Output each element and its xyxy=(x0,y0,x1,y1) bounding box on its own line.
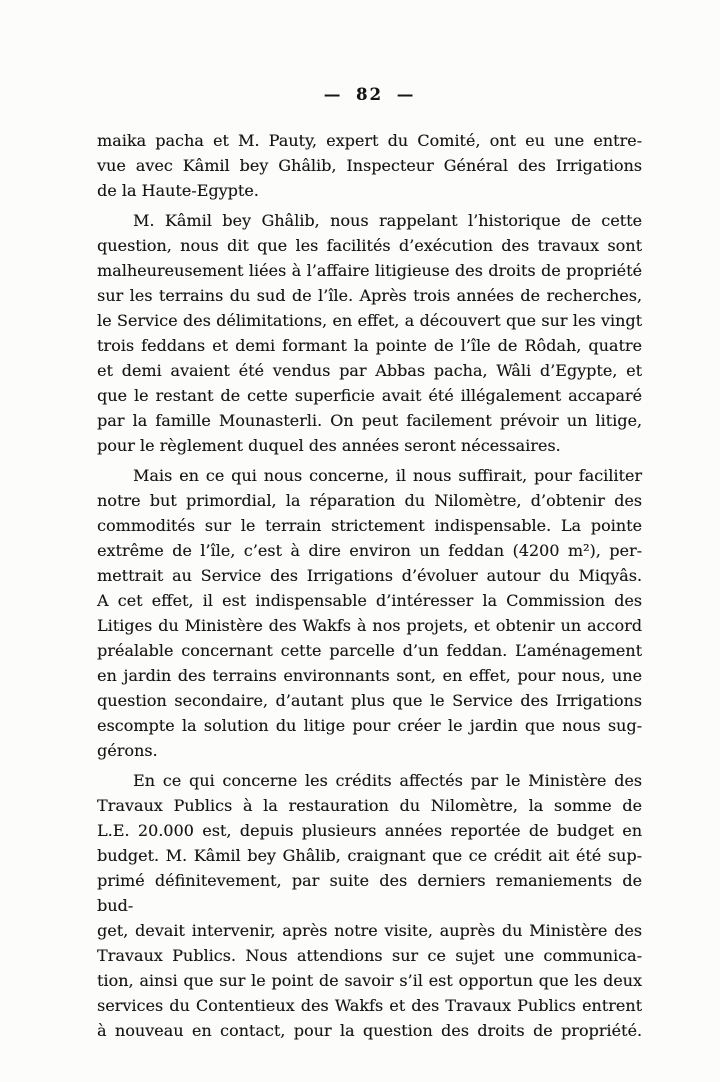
text-line: vue avec Kâmil bey Ghâlib, Inspecteur Général des Irrigations xyxy=(97,156,642,175)
text-line: Travaux Publics. Nous attendions sur ce sujet une communica- xyxy=(97,946,642,965)
text-line: mettrait au Service des Irrigations d’évoluer autour du Miqyâs. xyxy=(97,566,642,585)
text-line: L.E. 20.000 est, depuis plusieurs années reportée de budget en xyxy=(97,821,642,840)
text-line: préalable concernant cette parcelle d’un feddan. L’aménagement xyxy=(97,641,642,660)
text-line: trois feddans et demi formant la pointe de l’île de Rôdah, quatre xyxy=(97,336,642,355)
text-line: Mais en ce qui nous concerne, il nous suffirait, pour faciliter xyxy=(133,466,642,485)
text-line: tion, ainsi que sur le point de savoir s’il est opportun que les deux xyxy=(97,971,642,990)
text-line: Litiges du Ministère des Wakfs à nos projets, et obtenir un accord xyxy=(97,616,642,635)
text-line: par la famille Mounasterli. On peut facilement prévoir un litige, xyxy=(97,411,642,430)
page-number: — 82 — xyxy=(323,85,416,104)
text-line: à nouveau en contact, pour la question des droits de propriété. xyxy=(97,1021,642,1040)
text-line: malheureusement liées à l’affaire litigieuse des droits de propriété xyxy=(97,261,642,280)
text-line: notre but primordial, la réparation du Nilomètre, d’obtenir des xyxy=(97,491,642,510)
text-line: pour le règlement duquel des années seront nécessaires. xyxy=(97,436,561,455)
text-line: de la Haute-Egypte. xyxy=(97,181,259,200)
paragraph xyxy=(97,768,642,1043)
text-line: get, devait intervenir, après notre visite, auprès du Ministère des xyxy=(97,921,642,940)
paragraph xyxy=(97,128,642,203)
paragraph xyxy=(97,208,642,458)
text-line: Travaux Publics à la restauration du Nilomètre, la somme de xyxy=(97,796,642,815)
text-line: que le restant de cette superficie avait été illégalement accaparé xyxy=(97,386,642,405)
text-line: En ce qui concerne les crédits affectés par le Ministère des xyxy=(133,771,642,790)
text-line: gérons. xyxy=(97,741,158,760)
text-line: commodités sur le terrain strictement indispensable. La pointe xyxy=(97,516,642,535)
text-line: sur les terrains du sud de l’île. Après trois années de recherches, xyxy=(97,286,642,305)
text-line: budget. M. Kâmil bey Ghâlib, craignant que ce crédit ait été sup- xyxy=(97,846,642,865)
text-line: en jardin des terrains environnants sont, en effet, pour nous, une xyxy=(97,666,642,685)
text-line: le Service des délimitations, en effet, a découvert que sur les vingt xyxy=(97,311,642,330)
text-line: question, nous dit que les facilités d’exécution des travaux sont xyxy=(97,236,642,255)
text-line: M. Kâmil bey Ghâlib, nous rappelant l’historique de cette xyxy=(133,211,642,230)
text-line: A cet effet, il est indispensable d’intéresser la Commission des xyxy=(97,591,642,610)
text-line: escompte la solution du litige pour créer le jardin que nous sug- xyxy=(97,716,642,735)
text-line: question secondaire, d’autant plus que le Service des Irrigations xyxy=(97,691,642,710)
text-line: maika pacha et M. Pauty, expert du Comité, ont eu une entre- xyxy=(97,131,642,150)
text-line: extrême de l’île, c’est à dire environ un feddan (4200 m²), per- xyxy=(97,541,642,560)
page-body xyxy=(97,128,642,1043)
text-line: primé définitevement, par suite des derniers remaniements de bud- xyxy=(97,871,642,915)
text-line: et demi avaient été vendus par Abbas pacha, Wâli d’Egypte, et xyxy=(97,361,642,380)
text-line: services du Contentieux des Wakfs et des Travaux Publics entrent xyxy=(97,996,642,1015)
paragraph xyxy=(97,463,642,763)
